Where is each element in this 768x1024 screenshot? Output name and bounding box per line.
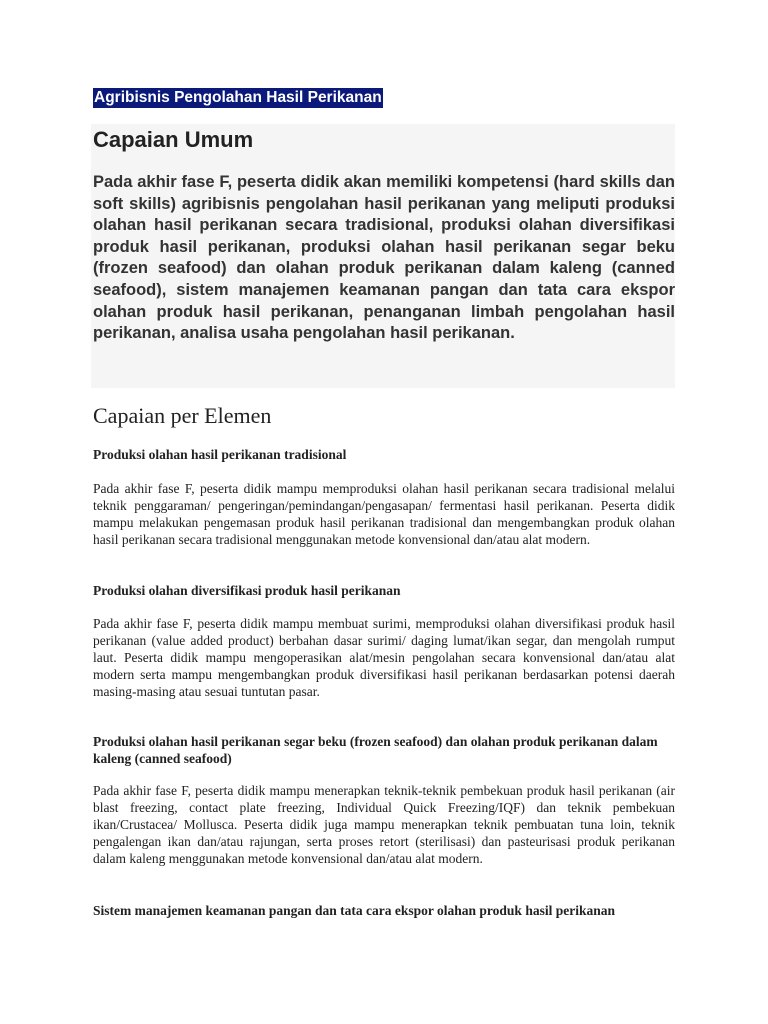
section-title-tradisional: Produksi olahan hasil perikanan tradisional — [93, 447, 347, 462]
program-banner: Agribisnis Pengolahan Hasil Perikanan — [94, 89, 382, 106]
capaian-umum-heading: Capaian Umum — [93, 127, 254, 152]
section-text-segar-beku: Pada akhir fase F, peserta didik mampu menerapkan teknik-teknik pembekuan produk hasil perikanan (air blast freezing, contact plate freezing, Individual Quick Freezing/IQF) dan teknik pembekuan ikan/Crustacea/ Mollusca. Peserta didik juga mampu menerapkan teknik pembuatan tuna loin, teknik pengalengan ikan dan/atau rajungan, serta proses retort (sterilisasi) dan pasteurisasi produk perikanan dalam kaleng menggunakan metode konvensional dan/atau alat modern. — [93, 783, 675, 866]
section-title-keamanan-pangan: Sistem manajemen keamanan pangan dan tata cara ekspor olahan produk hasil perikanan — [93, 903, 615, 918]
section-title-diversifikasi: Produksi olahan diversifikasi produk hasil perikanan — [93, 583, 401, 598]
capaian-umum-text: Pada akhir fase F, peserta didik akan memiliki kompetensi (hard skills dan soft skills) agribisnis pengolahan hasil perikanan yang meliputi produksi olahan hasil perikanan secara tradisional, produksi olahan diversifikasi produk hasil perikanan, produksi olahan hasil perikanan segar beku (frozen seafood) dan olahan produk perikanan dalam kaleng (canned seafood), sistem manajemen keamanan pangan dan tata cara ekspor olahan produk hasil perikanan, penanganan limbah pengolahan hasil perikanan, analisa usaha pengolahan hasil perikanan. — [93, 173, 675, 343]
section-text-diversifikasi: Pada akhir fase F, peserta didik mampu membuat surimi, memproduksi olahan diversifikasi produk hasil perikanan (value added product) berbahan dasar surimi/ daging lumat/ikan segar, dan mengolah rumput laut. Peserta didik mampu mengoperasikan alat/mesin pengolahan secara konvensional dan/atau alat modern serta mampu mengembangkan produk diversifikasi hasil perikanan berdasarkan potensi daerah masing-masing atau sesuai tuntutan pasar. — [93, 616, 675, 699]
section-text-tradisional: Pada akhir fase F, peserta didik mampu memproduksi olahan hasil perikanan secara tradisional melalui teknik penggaraman/ pengeringan/pemindangan/pengasapan/ fermentasi hasil perikanan. Peserta didik mampu melakukan pengemasan produk hasil perikanan tradisional dan mengembangkan produk olahan hasil perikanan secara tradisional menggunakan metode konvensional dan/atau alat modern. — [93, 481, 675, 547]
section-title-segar-beku: Produksi olahan hasil perikanan segar beku (frozen seafood) dan olahan produk perikanan dalam kaleng (canned seafood) — [93, 734, 658, 766]
capaian-elemen-heading: Capaian per Elemen — [93, 403, 272, 428]
